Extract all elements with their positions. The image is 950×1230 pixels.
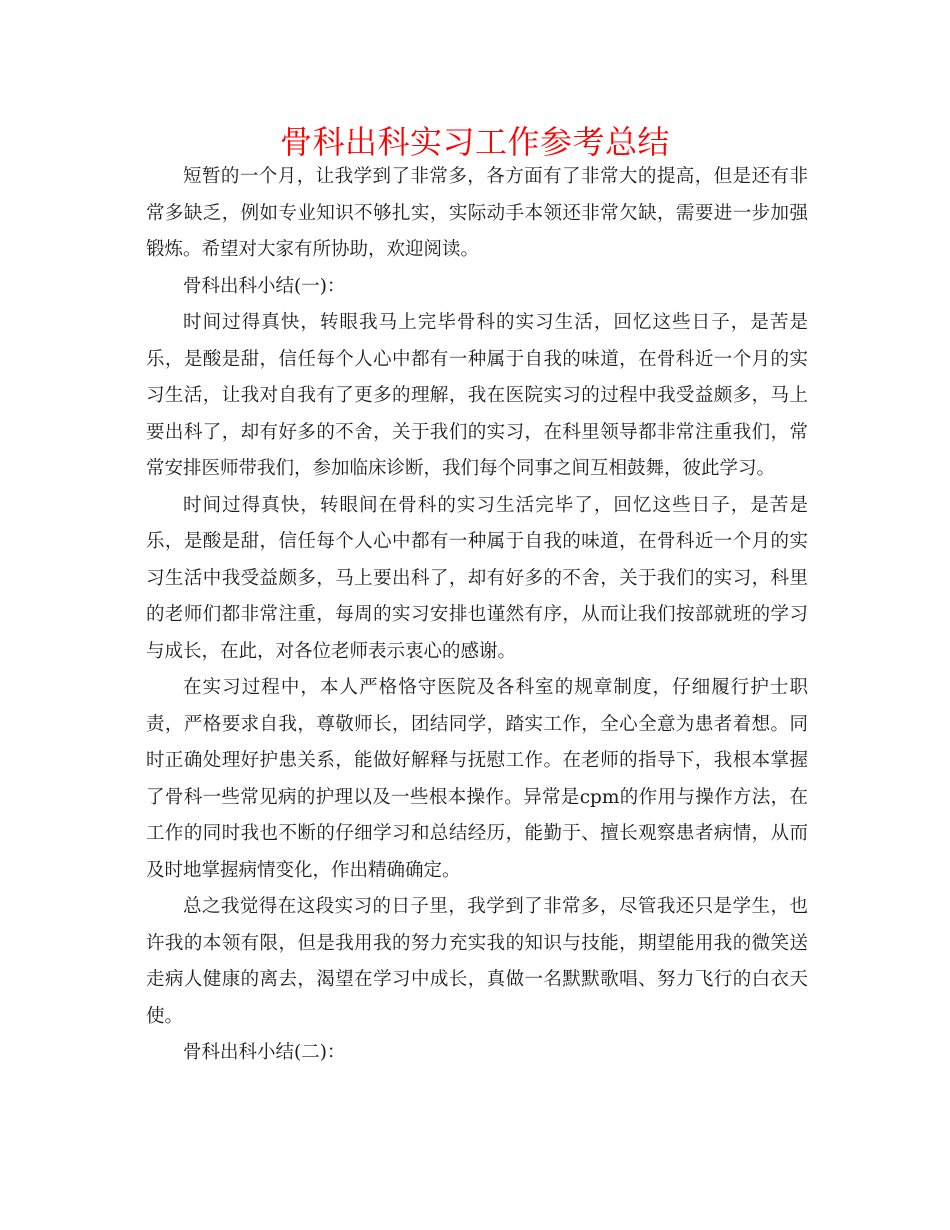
document-title: 骨科出科实习工作参考总结 <box>279 123 670 161</box>
body-paragraph: 时间过得真快，转眼我马上完毕骨科的实习生活，回忆这些日子，是苦是乐，是酸是甜，信任每个人心中都有一种属于自我的味道，在骨科近一个月的实习生活，让我对自我有了更多的理解，我在医院实习的过程中我受益颇多，马上要出科了，却有好多的不舍，关于我们的实习，在科里领导都非常注重我们，常常安排医师带我们，参加临床诊断，我们每个同事之间互相鼓舞，彼此学习。 <box>146 312 808 479</box>
body-paragraph: 时间过得真快，转眼间在骨科的实习生活完毕了，回忆这些日子，是苦是乐，是酸是甜，信任每个人心中都有一种属于自我的味道，在骨科近一个月的实习生活中我受益颇多，马上要出科了，却有好多的不舍，关于我们的实习，科里的老师们都非常注重，每周的实习安排也谨然有序，从而让我们按部就班的学习与成长，在此，对各位老师表示衷心的感谢。 <box>146 494 808 662</box>
body-paragraph: 总之我觉得在这段实习的日子里，我学到了非常多，尽管我还只是学生，也许我的本领有限，但是我用我的努力充实我的知识与技能，期望能用我的微笑送走病人健康的离去，渴望在学习中成长，真做一名默默歌唱、努力飞行的白衣天使。 <box>146 896 808 1027</box>
intro-paragraph: 短暂的一个月，让我学到了非常多，各方面有了非常大的提高，但是还有非常多缺乏，例如专业知识不够扎实，实际动手本领还非常欠缺，需要进一步加强锻炼。希望对大家有所协助，欢迎阅读。 <box>146 166 808 260</box>
body-paragraph: 在实习过程中，本人严格恪守医院及各科室的规章制度，仔细履行护士职责，严格要求自我，尊敬师长，团结同学，踏实工作，全心全意为患者着想。同时正确处理好护患关系，能做好解释与抚慰工作。在老师的指导下，我根本掌握了骨科一些常见病的护理以及一些根本操作。异常是cpm的作用与操作方法，在工作的同时我也不断的仔细学习和总结经历，能勤于、擅长观察患者病情，从而及时地掌握病情变化，作出精确确定。 <box>146 677 808 881</box>
section-heading-1: 骨科出科小结(一)： <box>183 275 346 297</box>
document-body <box>146 159 808 1072</box>
section-heading-2: 骨科出科小结(二)： <box>183 1042 346 1063</box>
